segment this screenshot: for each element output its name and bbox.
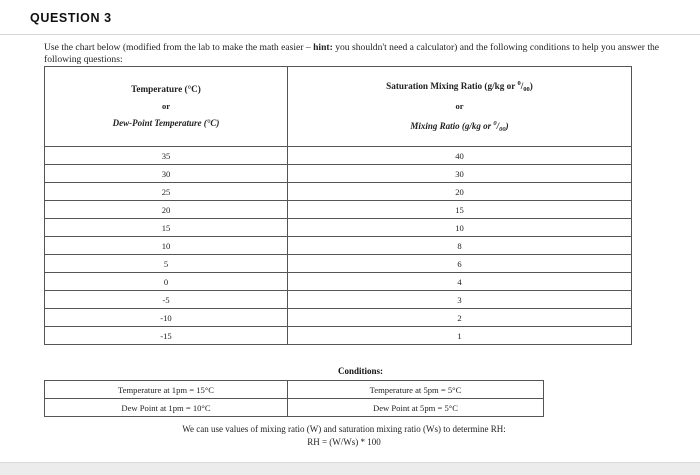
temp-cell: -10	[45, 309, 288, 327]
ratio-cell: 2	[288, 309, 632, 327]
ratio-cell: 40	[288, 147, 632, 165]
temp-cell: 10	[45, 237, 288, 255]
table-row	[45, 381, 544, 399]
permil-sub: 00	[523, 86, 530, 93]
conditions-label: Conditions:	[338, 366, 384, 376]
intro-hint: hint:	[313, 42, 333, 53]
table-row	[45, 201, 632, 219]
permil-sup-2: 0	[493, 120, 497, 127]
conditions-table	[44, 380, 544, 417]
rh-formula: RH = (W/Ws) * 100	[307, 437, 381, 447]
temp-cell: 20	[45, 201, 288, 219]
instructions-text	[44, 42, 669, 66]
ratio-cell: 20	[288, 183, 632, 201]
condition-1pm-temp: Temperature at 1pm = 15°C	[45, 381, 288, 399]
col2-or: or	[455, 101, 464, 111]
temperature-column-header	[45, 67, 288, 147]
table-row	[45, 291, 632, 309]
ratio-cell: 8	[288, 237, 632, 255]
col1-or: or	[161, 101, 171, 111]
col2-subtitle-text: Mixing Ratio (g/kg or	[410, 121, 492, 131]
table-row	[45, 327, 632, 345]
ratio-cell: 30	[288, 165, 632, 183]
table-row	[45, 273, 632, 291]
question-title: QUESTION 3	[30, 11, 112, 25]
table-row	[45, 219, 632, 237]
ratio-cell: 3	[288, 291, 632, 309]
permil-sub-2: 00	[499, 126, 506, 133]
intro-before: Use the chart below (modified from the lab to make the math easier –	[44, 42, 314, 53]
ratio-cell: 4	[288, 273, 632, 291]
col2-subtitle: Mixing Ratio (g/kg or $^0/_{00}$)	[410, 120, 509, 133]
table-row	[45, 309, 632, 327]
condition-5pm-temp: Temperature at 5pm = 5°C	[288, 381, 544, 399]
ratio-cell: 10	[288, 219, 632, 237]
table-row	[45, 237, 632, 255]
table-row	[45, 399, 544, 417]
col2-title: Saturation Mixing Ratio (g/kg or $^0/_{00}$)	[386, 80, 533, 93]
temp-cell: -5	[45, 291, 288, 309]
ratio-cell: 6	[288, 255, 632, 273]
col1-title: Temperature (°C)	[131, 84, 201, 94]
rh-note-line1: We can use values of mixing ratio (W) and saturation mixing ratio (Ws) to determine RH:	[182, 424, 506, 434]
mixing-ratio-column-header	[288, 67, 632, 147]
table-row	[45, 183, 632, 201]
table-row	[45, 255, 632, 273]
question-header	[0, 0, 700, 35]
ratio-cell: 15	[288, 201, 632, 219]
table-row	[45, 165, 632, 183]
temp-cell: 0	[45, 273, 288, 291]
table-row	[45, 147, 632, 165]
permil-sup: 0	[517, 80, 521, 87]
table-header-row	[45, 67, 632, 147]
rh-note	[44, 423, 644, 449]
temp-cell: -15	[45, 327, 288, 345]
temp-cell: 30	[45, 165, 288, 183]
footer-bar	[0, 462, 700, 475]
mixing-ratio-table	[44, 66, 632, 345]
temp-cell: 25	[45, 183, 288, 201]
intro-after: you shouldn't need a calculator) and the following conditions to help you answer the following questions:	[44, 42, 660, 65]
ratio-cell: 1	[288, 327, 632, 345]
temp-cell: 5	[45, 255, 288, 273]
temp-cell: 15	[45, 219, 288, 237]
col2-title-text: Saturation Mixing Ratio (g/kg or	[386, 81, 516, 91]
condition-1pm-dewpoint: Dew Point at 1pm = 10°C	[45, 399, 288, 417]
temp-cell: 35	[45, 147, 288, 165]
col1-subtitle: Dew-Point Temperature (°C)	[112, 118, 220, 128]
condition-5pm-dewpoint: Dew Point at 5pm = 5°C	[288, 399, 544, 417]
